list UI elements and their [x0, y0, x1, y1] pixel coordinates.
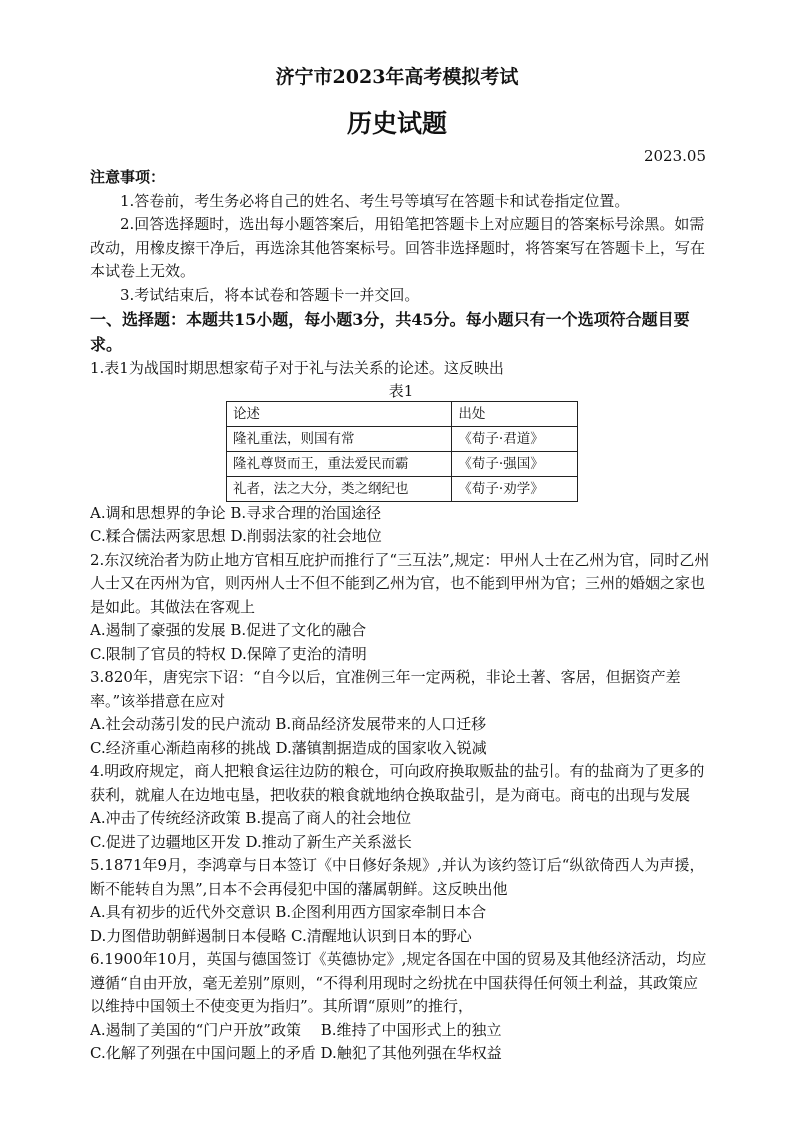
table-row [227, 476, 578, 501]
question-stem: 5.1871年9月，李鸿章与日本签订《中日修好条规》,并认为该约签订后“纵欲倚西人为声援，断不能转自为黑”,日本不会再侵犯中国的藩属朝鲜。这反映出他 [90, 856, 705, 898]
exam-content [90, 166, 712, 1066]
table-cell: 《荀子·劝学》 [452, 476, 578, 501]
answer-option: A.遏制了美国的“门户开放”政策 B.维持了中国形式上的独立 [90, 1020, 502, 1039]
table-header-row [227, 401, 578, 426]
notice-item: 3.考试结束后，将本试卷和答题卡一并交回。 [120, 285, 420, 304]
question-stem: 2.东汉统治者为防止地方官相互庇护而推行了“三互法”,规定：甲州人士在乙州为官，同时乙州人士又在丙州为官，则丙州人士不但不能到乙州为官，也不能到甲州为官；三州的婚姻之家也是如此。其做法在客观上 [90, 550, 710, 616]
table-cell: 隆礼尊贤而王，重法爱民而霸 [227, 451, 452, 476]
section-heading: 一、选择题：本题共15小题，每小题3分，共45分。每小题只有一个选项符合题目要求。 [90, 310, 690, 354]
notice-item: 2.回答选择题时，选出每小题答案后，用铅笔把答题卡上对应题目的答案标号涂黑。如需改动，用橡皮擦干净后，再选涂其他答案标号。回答非选择题时，将答案写在答题卡上，写在本试卷上无效。 [90, 215, 706, 280]
answer-option: A.冲击了传统经济政策 B.提高了商人的社会地位 [90, 809, 412, 827]
table-cell: 礼者，法之大分，类之纲纪也 [227, 476, 452, 501]
answer-option: A.社会动荡引发的民户流动 B.商品经济发展带来的人口迁移 [90, 715, 487, 733]
answer-option: A.遏制了豪强的发展 B.促进了文化的融合 [90, 621, 367, 639]
notice-item: 1.答卷前，考生务必将自己的姓名、考生号等填写在答题卡和试卷指定位置。 [120, 191, 630, 210]
exam-subject-title: 历史试题 [346, 109, 447, 138]
answer-option: D.力图借助朝鲜遏制日本侵略 C.清醒地认识到日本的野心 [90, 926, 472, 945]
answer-option: C.糅合儒法两家思想 D.削弱法家的社会地位 [90, 527, 382, 545]
answer-option: C.促进了边疆地区开发 D.推动了新生产关系滋长 [90, 832, 412, 851]
table-cell: 《荀子·君道》 [452, 426, 578, 451]
answer-option: C.化解了列强在中国问题上的矛盾 D.触犯了其他列强在华权益 [90, 1044, 502, 1062]
table-row [227, 451, 578, 476]
question-stem: 3.820年，唐宪宗下诏：“自今以后，宜准例三年一定两税，非论土著、客居，但据资产差率。”该举措意在应对 [90, 668, 681, 710]
answer-option: A.具有初步的近代外交意识 B.企图利用西方国家牵制日本合 [90, 903, 487, 921]
answer-option: C.经济重心渐趋南移的挑战 D.藩镇割据造成的国家收入锐减 [90, 738, 487, 757]
notice-heading: 注意事项： [90, 168, 166, 186]
question-stem: 6.1900年10月，英国与德国签订《英德协定》,规定各国在中国的贸易及其他经济活动，均应遵循“自由开放，毫无差别”原则，“不得利用现时之纷扰在中国获得任何领土利益，其政策应以维持中国领土不使变更为指归”。其所谓“原则”的推行， [90, 950, 707, 1015]
table-cell: 《荀子·强国》 [452, 451, 578, 476]
exam-title: 济宁市2023年高考模拟考试 [275, 66, 519, 88]
answer-option: C.限制了官员的特权 D.保障了吏治的清明 [90, 644, 367, 663]
table-row [227, 426, 578, 451]
table-header-cell: 出处 [452, 401, 578, 426]
table-header-cell: 论述 [227, 401, 452, 426]
question-stem: 1.表1为战国时期思想家荀子对于礼与法关系的论述。这反映出 [90, 359, 504, 377]
answer-option: A.调和思想界的争论 B.寻求合理的治国途径 [90, 503, 382, 522]
table-caption: 表1 [388, 381, 414, 400]
question-stem: 4.明政府规定，商人把粮食运往边防的粮仓，可向政府换取贩盐的盐引。有的盐商为了更多的获利，就雇人在边地屯垦，把收获的粮食就地纳仓换取盐引，是为商屯。商屯的出现与发展 [90, 762, 705, 804]
table-cell: 隆礼重法，则国有常 [227, 426, 452, 451]
exam-date: 2023.05 [643, 147, 706, 165]
quote-table [226, 401, 578, 502]
